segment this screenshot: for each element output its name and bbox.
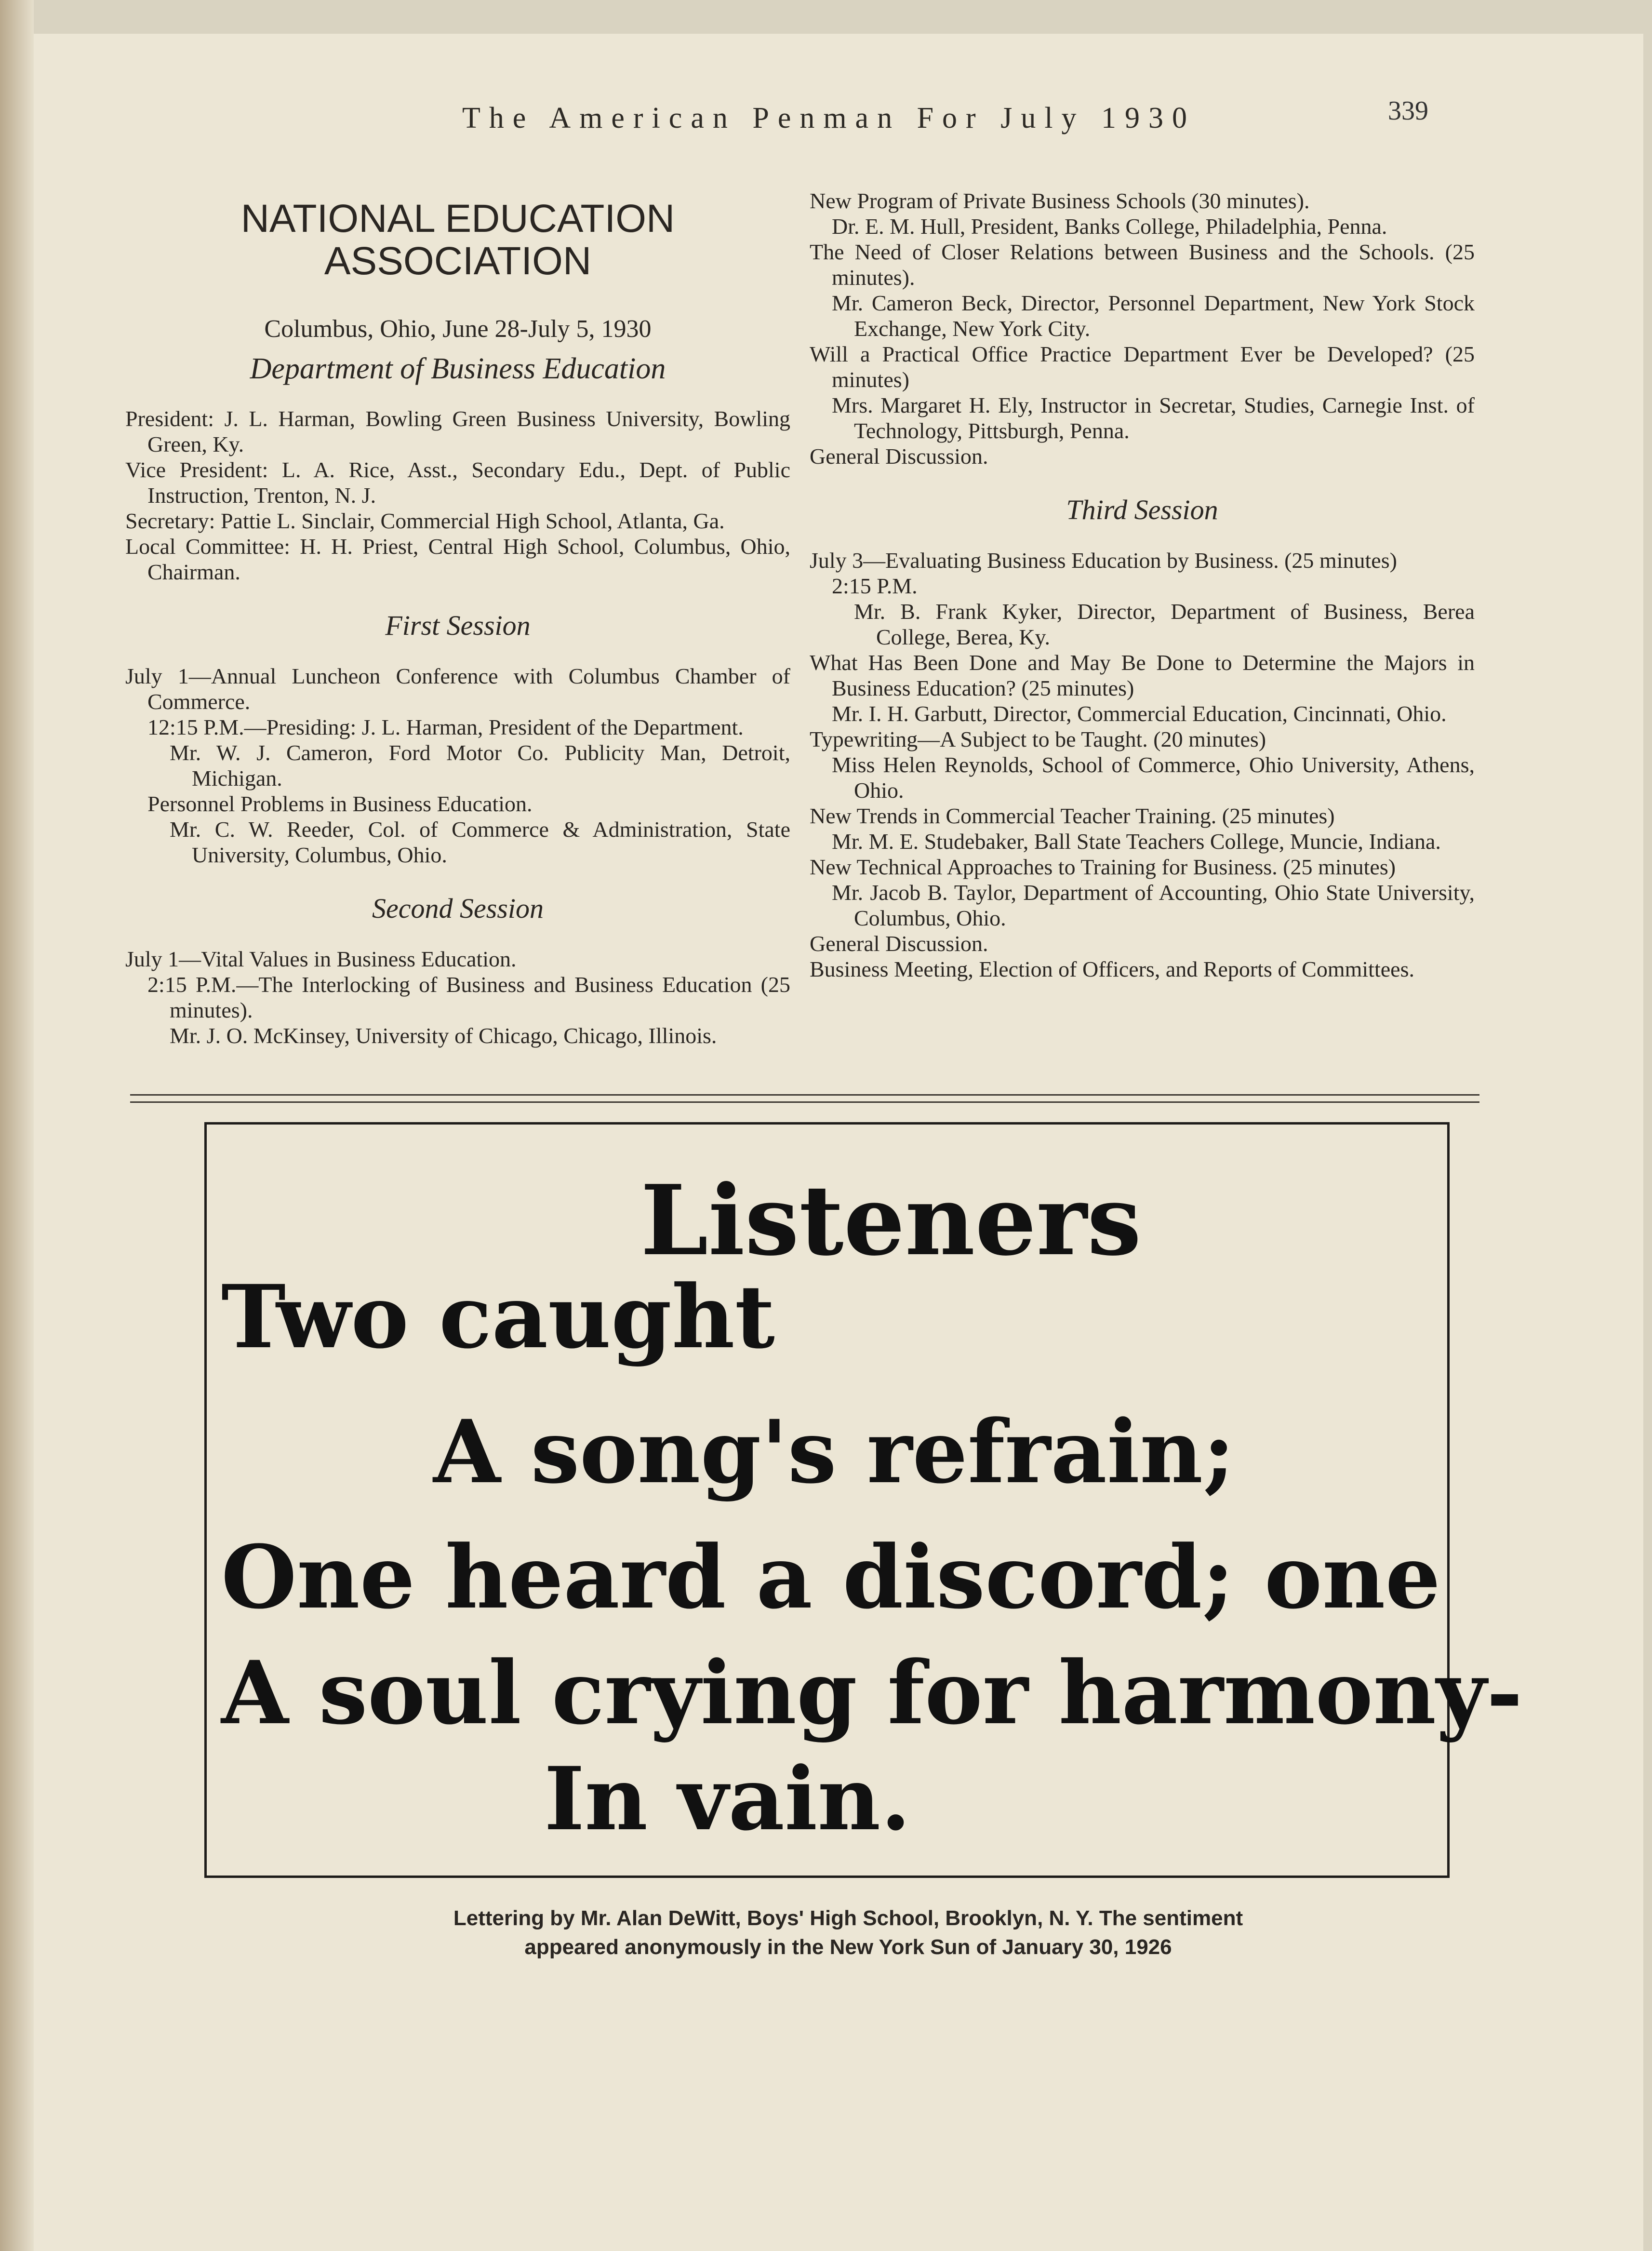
program-speaker: Dr. E. M. Hull, President, Banks College, Philadelphia, Penna. (832, 214, 1387, 239)
second-session-title: Second Session (372, 893, 544, 924)
poem-line: A soul crying for harmony- (221, 1642, 1523, 1744)
page-number: 339 (1388, 96, 1428, 126)
program-entry: New Technical Approaches to Training for Business. (25 minutes) (810, 855, 1396, 879)
program-speaker: Mr. J. O. McKinsey, University of Chicago, Chicago, Illinois. (170, 1023, 717, 1048)
program-entry: New Program of Private Business Schools (30 minutes). (810, 188, 1310, 213)
section-divider (130, 1094, 1479, 1103)
officer-president: President: J. L. Harman, Bowling Green Business University, Bowling Green, Ky. (125, 406, 790, 456)
poem-line: One heard a discord; one (221, 1527, 1441, 1628)
page (34, 34, 1643, 2251)
program-entry: New Trends in Commercial Teacher Training. (25 minutes) (810, 804, 1335, 828)
program-entry: What Has Been Done and May Be Done to Determine the Majors in Business Education? (25 minutes) (810, 650, 1475, 700)
department-title: Department of Business Education (250, 352, 666, 385)
poem-title: Listeners (640, 1164, 1142, 1277)
dateline: Columbus, Ohio, June 28-July 5, 1930 (264, 315, 652, 343)
right-column (810, 188, 1475, 982)
third-session-title: Third Session (1066, 494, 1218, 525)
program-entry: July 1—Annual Luncheon Conference with Columbus Chamber of Commerce. (125, 664, 790, 714)
program-entry: 12:15 P.M.—Presiding: J. L. Harman, President of the Department. (147, 715, 744, 739)
program-speaker: Mr. W. J. Cameron, Ford Motor Co. Publicity Man, Detroit, Michigan. (170, 740, 790, 791)
left-column (125, 188, 790, 1048)
lettering-caption: Lettering by Mr. Alan DeWitt, Boys' High School, Brooklyn, N. Y. The sentiment appeared anonymously in the New York Sun of January 30, 1926 (453, 1906, 1243, 1959)
program-speaker: Mr. M. E. Studebaker, Ball State Teachers College, Muncie, Indiana. (832, 829, 1441, 854)
program-entry: 2:15 P.M. (832, 574, 918, 598)
officer-vice-president: Vice President: L. A. Rice, Asst., Secondary Edu., Dept. of Public Instruction, Trenton, N. J. (125, 457, 790, 508)
program-entry: July 1—Vital Values in Business Education. (125, 947, 517, 971)
program-entry: July 3—Evaluating Business Education by Business. (25 minutes) (810, 548, 1397, 573)
article-title: NATIONAL EDUCATION ASSOCIATION (240, 197, 675, 283)
program-entry: The Need of Closer Relations between Business and the Schools. (25 minutes). (810, 240, 1475, 290)
program-speaker: Mr. B. Frank Kyker, Director, Department of Business, Berea College, Berea, Ky. (854, 599, 1475, 649)
program-entry: General Discussion. (810, 444, 988, 469)
poem-line: A song's refrain; (433, 1401, 1235, 1503)
officer-secretary: Secretary: Pattie L. Sinclair, Commercial High School, Atlanta, Ga. (125, 509, 725, 533)
program-entry: General Discussion. (810, 931, 988, 956)
program-speaker: Mr. I. H. Garbutt, Director, Commercial Education, Cincinnati, Ohio. (832, 701, 1447, 726)
program-speaker: Mr. C. W. Reeder, Col. of Commerce & Administration, State University, Columbus, Ohio. (170, 817, 790, 867)
first-session-title: First Session (385, 610, 531, 641)
local-committee: Local Committee: H. H. Priest, Central High School, Columbus, Ohio, Chairman. (125, 534, 790, 584)
program-entry: Typewriting—A Subject to be Taught. (20 minutes) (810, 727, 1266, 751)
running-header: The American Penman For July 1930 (462, 102, 1196, 134)
program-speaker: Mr. Jacob B. Taylor, Department of Accounting, Ohio State University, Columbus, Ohio. (832, 880, 1475, 930)
program-speaker: Miss Helen Reynolds, School of Commerce, Ohio University, Athens, Ohio. (832, 752, 1475, 803)
program-speaker: Mrs. Margaret H. Ely, Instructor in Secretar, Studies, Carnegie Inst. of Technology, Pittsburgh, Penna. (832, 393, 1475, 443)
lettering-panel (204, 1122, 1523, 1878)
poem-line: Two caught (221, 1266, 775, 1368)
program-speaker: Mr. Cameron Beck, Director, Personnel Department, New York Stock Exchange, New York City. (832, 291, 1475, 341)
program-entry: Personnel Problems in Business Education. (147, 791, 533, 816)
program-entry: Business Meeting, Election of Officers, and Reports of Committees. (810, 957, 1414, 981)
poem-line: In vain. (544, 1748, 911, 1850)
program-entry: 2:15 P.M.—The Interlocking of Business and Business Education (25 minutes). (147, 972, 790, 1022)
program-entry: Will a Practical Office Practice Department Ever be Developed? (25 minutes) (810, 342, 1475, 392)
scan-binding-edge (0, 0, 34, 2251)
